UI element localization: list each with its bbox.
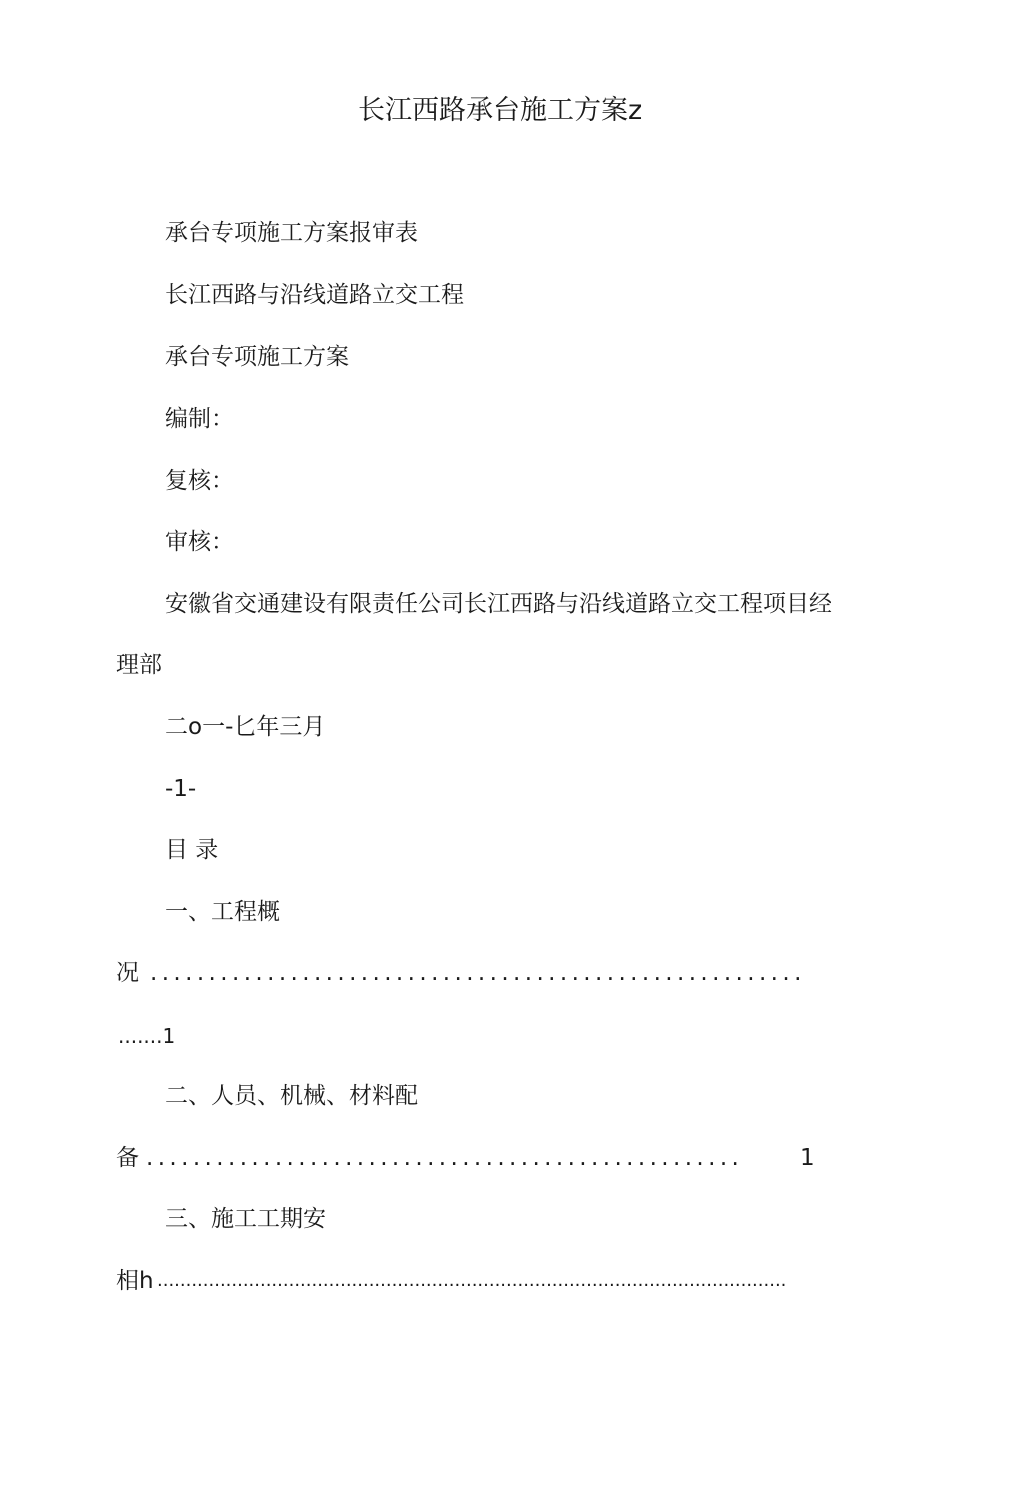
toc-entry-1-leader: ........................................................ bbox=[150, 960, 806, 986]
toc-entry-3-title: 三、施工工期安 bbox=[165, 1206, 326, 1232]
toc-entry-3-leader: .............................................................................................................. bbox=[157, 1270, 787, 1291]
plan-name: 承台专项施工方案 bbox=[165, 344, 349, 370]
page-marker: -1- bbox=[165, 776, 197, 802]
toc-entry-1-title: 一、工程概 bbox=[165, 899, 280, 925]
toc-entry-1-continuation: 况 bbox=[116, 960, 139, 986]
approved-by-label: 审核： bbox=[165, 529, 234, 555]
prepared-by-label: 编制： bbox=[165, 406, 234, 432]
reviewed-by-label: 复核： bbox=[165, 468, 234, 494]
form-name: 承台专项施工方案报审表 bbox=[165, 220, 418, 246]
project-name: 长江西路与沿线道路立交工程 bbox=[165, 282, 464, 308]
organization-line-2: 理部 bbox=[116, 652, 162, 678]
toc-entry-2-page: 1 bbox=[800, 1145, 815, 1171]
toc-entry-3-continuation: 相h bbox=[116, 1268, 154, 1294]
document-date: 二o一-匕年三月 bbox=[165, 714, 326, 740]
toc-entry-2-leader: ................................................... bbox=[146, 1145, 744, 1171]
toc-entry-2-title: 二、人员、机械、材料配 bbox=[165, 1083, 418, 1109]
toc-heading: 目 录 bbox=[165, 837, 219, 863]
organization-line-1: 安徽省交通建设有限责任公司长江西路与沿线道路立交工程项目经 bbox=[165, 591, 832, 617]
document-title: 长江西路承台施工方案z bbox=[358, 95, 643, 126]
toc-entry-1-page: .......1 bbox=[118, 1024, 176, 1048]
toc-entry-2-continuation: 备 bbox=[116, 1145, 139, 1171]
